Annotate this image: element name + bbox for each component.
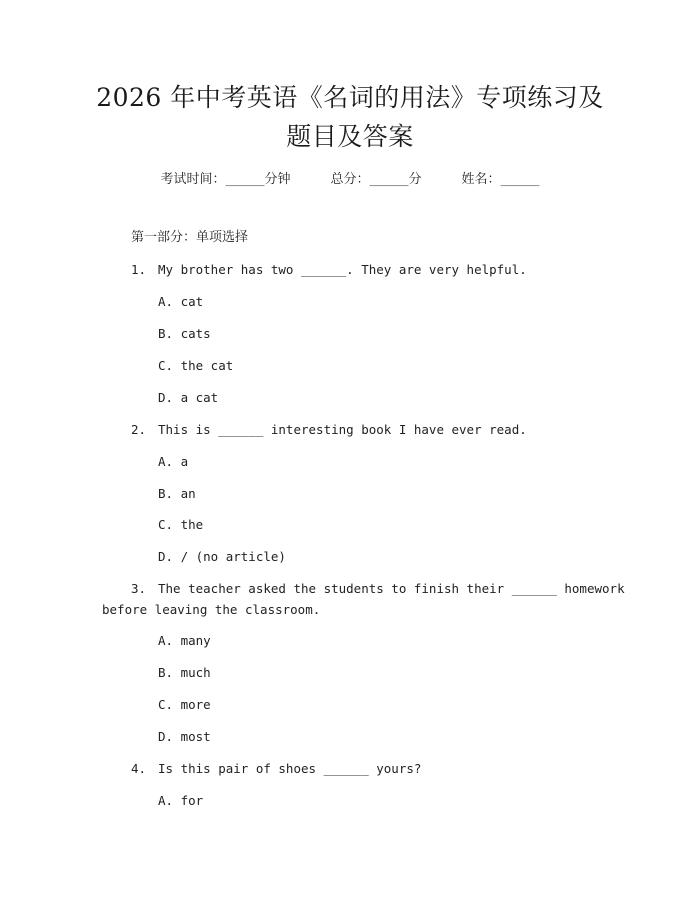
question-text-continued: before leaving the classroom. [102, 602, 321, 617]
student-name-field: 姓名：______ [461, 172, 540, 187]
option: A. for [158, 793, 204, 808]
option: C. the [158, 517, 204, 532]
section-title: 第一部分：单项选择 [131, 230, 249, 245]
option: B. an [158, 486, 196, 501]
option: A. cat [158, 294, 204, 309]
total-score-field: 总分：______分 [330, 172, 422, 187]
option: D. a cat [158, 390, 219, 405]
exam-info [0, 168, 700, 187]
question-number: 3. [131, 581, 147, 596]
option: A. a [158, 454, 189, 469]
question-text: My brother has two ______. They are very helpful. [158, 262, 527, 277]
option: A. many [158, 633, 211, 648]
question-text: Is this pair of shoes ______ yours? [158, 761, 422, 776]
question-text: This is ______ interesting book I have ever read. [158, 422, 527, 437]
option: B. much [158, 665, 211, 680]
question-number: 2. [131, 422, 147, 437]
question-number: 1. [131, 262, 147, 277]
option: D. / (no article) [158, 549, 286, 564]
page-title-line-1: 2026 年中考英语《名词的用法》专项练习及 [96, 83, 604, 112]
question-text: The teacher asked the students to finish their ______ homework [158, 581, 625, 596]
option: B. cats [158, 326, 211, 341]
page-title-line-2: 题目及答案 [286, 122, 414, 151]
question-number: 4. [131, 761, 147, 776]
exam-time-field: 考试时间：______分钟 [160, 172, 291, 187]
option: C. more [158, 697, 211, 712]
option: C. the cat [158, 358, 234, 373]
option: D. most [158, 729, 211, 744]
